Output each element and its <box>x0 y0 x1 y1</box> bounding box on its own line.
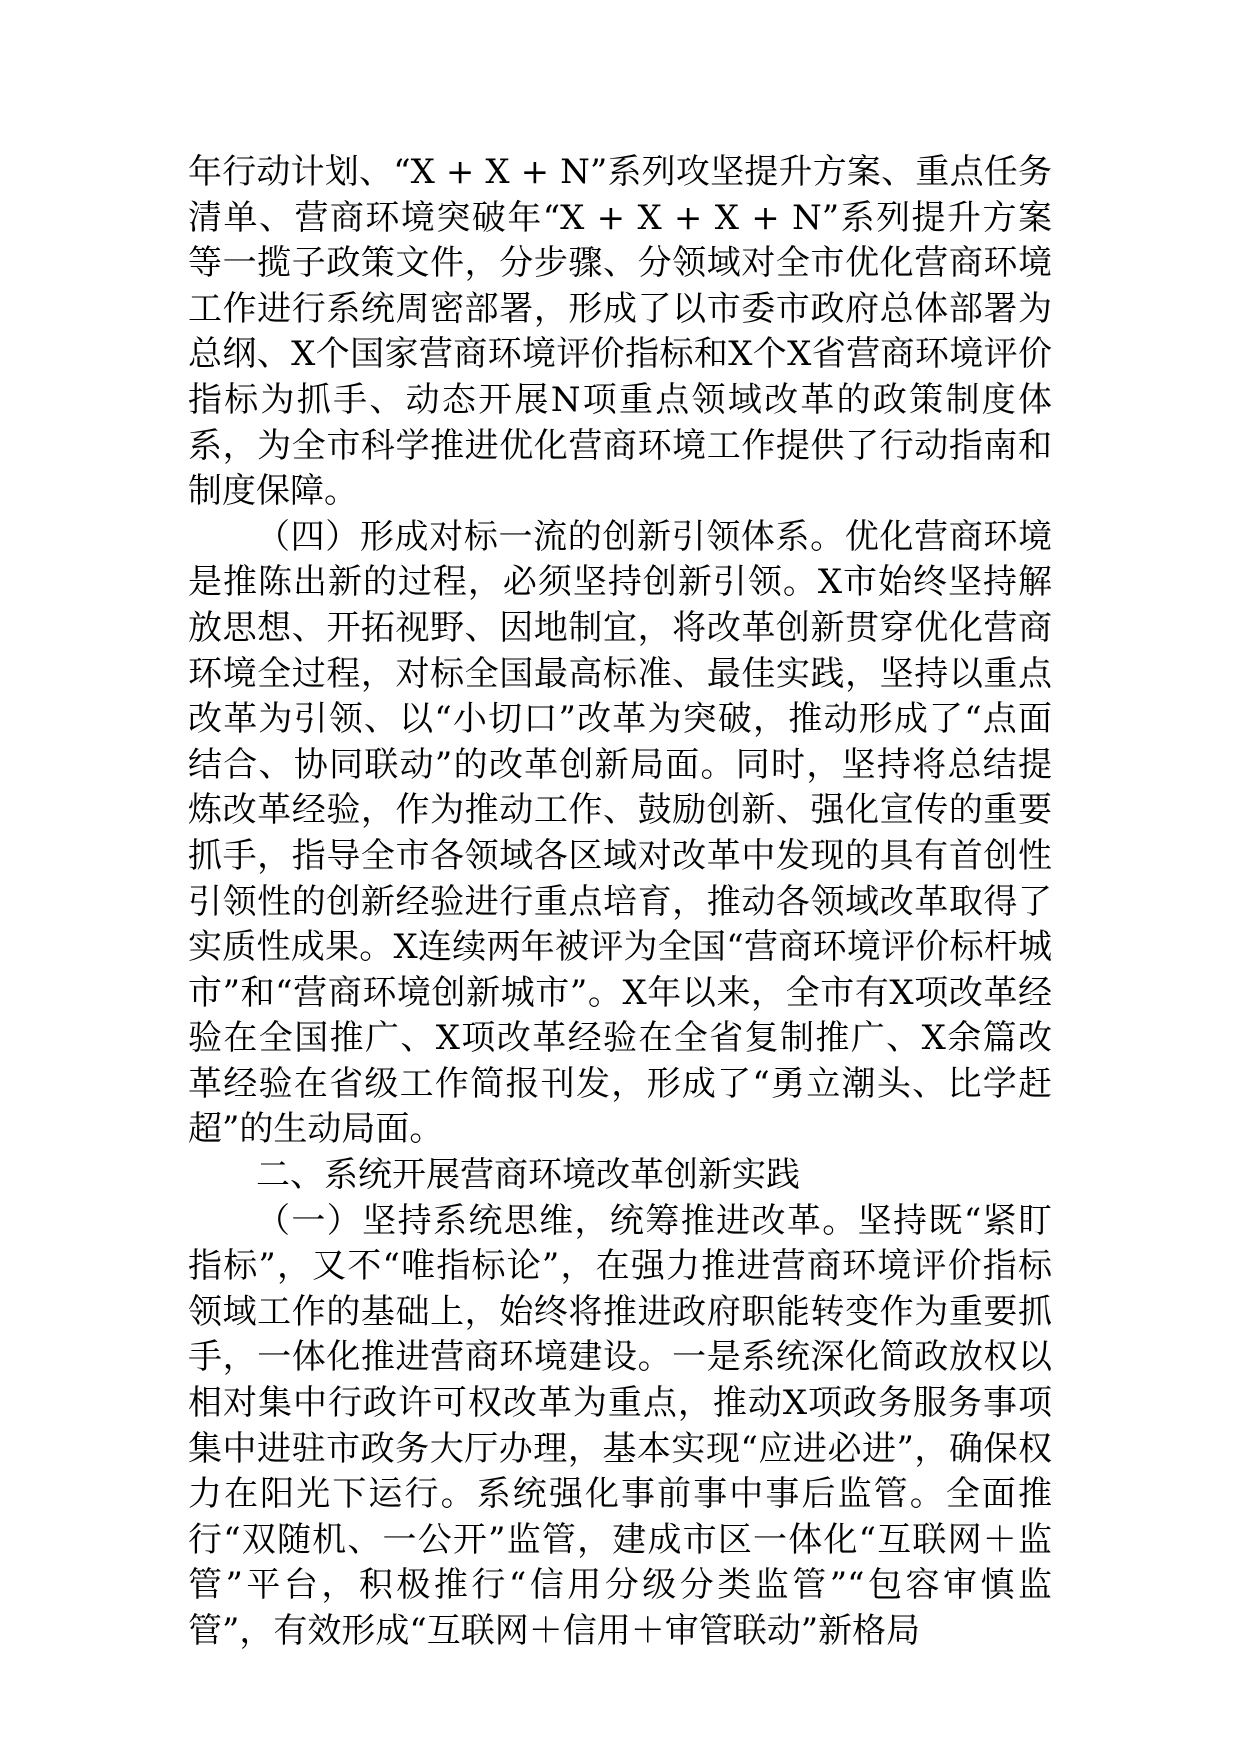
subsection-one-paragraph: （一）坚持系统思维，统筹推进改革。坚持既“紧盯指标”，又不“唯指标论”，在强力推进营商环境评价指标领域工作的基础上，始终将推进政府职能转变作为重要抓手，一体化推进营商环境建设。一是系统深化简政放权以相对集中行政许可权改革为重点，推动X项政务服务事项集中进驻市政务大厅办理，基本实现“应进必进”，确保权力在阳光下运行。系统强化事前事中事后监管。全面推行“双随机、一公开”监管，建成市区一体化“互联网＋监管”平台，积极推行“信用分级分类监管”“包容审慎监管”，有效形成“互联网＋信用＋审管联动”新格局 <box>188 1200 1052 1651</box>
body-paragraph: 年行动计划、“X + X + N”系列攻坚提升方案、重点任务清单、营商环境突破年“X + X + X + N”系列提升方案等一揽子政策文件，分步骤、分领域对全市优化营商环境工作进行系统周密部署，形成了以市委市政府总体部署为总纲、X个国家营商环境评价指标和X个X省营商环境评价指标为抓手、动态开展N项重点领域改革的政策制度体系，为全市科学推进优化营商环境工作提供了行动指南和制度保障。 <box>188 152 1052 512</box>
section-four-paragraph: （四）形成对标一流的创新引领体系。优化营商环境是推陈出新的过程，必须坚持创新引领。X市始终坚持解放思想、开拓视野、因地制宜，将改革创新贯穿优化营商环境全过程，对标全国最高标准、最佳实践，坚持以重点改革为引领、以“小切口”改革为突破，推动形成了“点面结合、协同联动”的改革创新局面。同时，坚持将总结提炼改革经验，作为推动工作、鼓励创新、强化宣传的重要抓手，指导全市各领域各区域对改革中发现的具有首创性引领性的创新经验进行重点培育，推动各领域改革取得了实质性成果。X连续两年被评为全国“营商环境评价标杆城市”和“营商环境创新城市”。X年以来，全市有X项改革经验在全国推广、X项改革经验在全省复制推广、X余篇改革经验在省级工作简报刊发，形成了“勇立潮头、比学赶超”的生动局面。 <box>188 516 1052 1150</box>
document-body <box>188 150 1052 1655</box>
section-heading: 二、系统开展营商环境改革创新实践 <box>256 1155 800 1196</box>
